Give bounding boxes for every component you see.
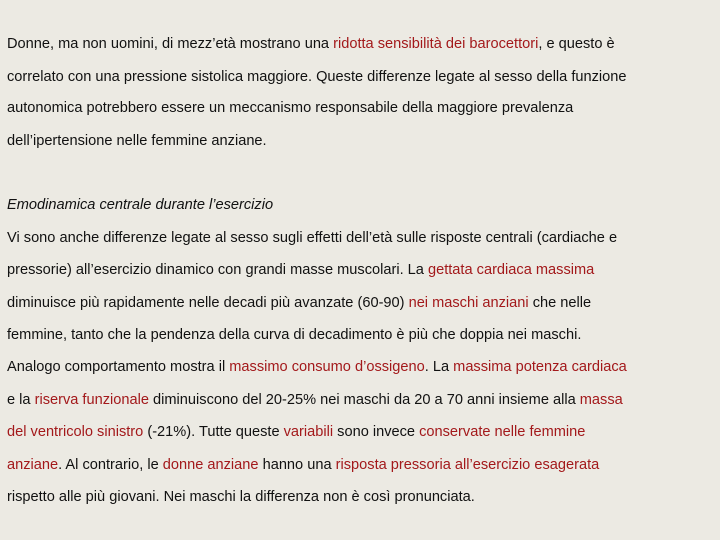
highlighted-phrase: variabili [283,424,334,440]
highlighted-phrase: donne anziane [162,457,259,473]
highlighted-phrase: massimo consumo d’ossigeno [229,359,425,375]
text-segment: pressorie) all’esercizio dinamico con grandi masse muscolari. La [7,262,428,278]
text-segment: sono invece [333,424,420,440]
highlighted-phrase: riserva funzionale [34,392,149,408]
text-segment: autonomica potrebbero essere un meccanismo responsabile della maggiore prevalenza [7,100,574,116]
text-line [7,229,617,247]
highlighted-phrase: anziane [7,457,59,473]
text-line [7,99,573,117]
highlighted-phrase: risposta pressoria all’esercizio esagerata [335,457,600,473]
highlighted-phrase: del ventricolo sinistro [7,424,144,440]
text-segment: , e questo è [538,36,615,52]
text-line [7,488,475,506]
text-segment: Donne, ma non uomini, di mezz’età mostrano una [7,36,334,52]
text-segment: . Al contrario, le [58,457,163,473]
text-segment: dell’ipertensione nelle femmine anziane. [7,133,267,149]
highlighted-phrase: ridotta sensibilità dei barocettori [333,36,539,52]
heading-text: Emodinamica centrale durante l’esercizio [7,197,274,213]
section-heading [7,196,273,214]
text-line [7,423,585,441]
text-line [7,35,615,53]
text-segment: diminuiscono del 20-25% nei maschi da 20 a 70 anni insieme alla [148,392,580,408]
text-segment: Analogo comportamento mostra il [7,359,230,375]
text-line [7,132,267,150]
highlighted-phrase: conservate nelle femmine [419,424,586,440]
text-segment: che nelle [528,295,592,311]
text-line [7,456,599,474]
highlighted-phrase: massa [579,392,623,408]
text-segment: correlato con una pressione sistolica maggiore. Queste differenze legate al sesso della funzione [7,69,627,85]
text-line [7,391,623,409]
text-line [7,294,591,312]
text-segment: hanno una [258,457,336,473]
text-segment: rispetto alle più giovani. Nei maschi la differenza non è così pronunciata. [7,489,475,505]
text-line [7,68,627,86]
highlighted-phrase: massima potenza cardiaca [453,359,627,375]
highlighted-phrase: gettata cardiaca massima [427,262,595,278]
text-segment: (-21%). Tutte queste [143,424,284,440]
text-segment: Vi sono anche differenze legate al sesso sugli effetti dell’età sulle risposte centrali (cardiache e [7,230,618,246]
text-segment: femmine, tanto che la pendenza della curva di decadimento è più che doppia nei maschi. [7,327,582,343]
text-line [7,261,594,279]
text-segment: diminuisce più rapidamente nelle decadi più avanzate (60-90) [7,295,409,311]
text-line [7,358,627,376]
text-line [7,326,581,344]
text-segment: . La [424,359,454,375]
text-segment: e la [7,392,35,408]
highlighted-phrase: nei maschi anziani [408,295,529,311]
